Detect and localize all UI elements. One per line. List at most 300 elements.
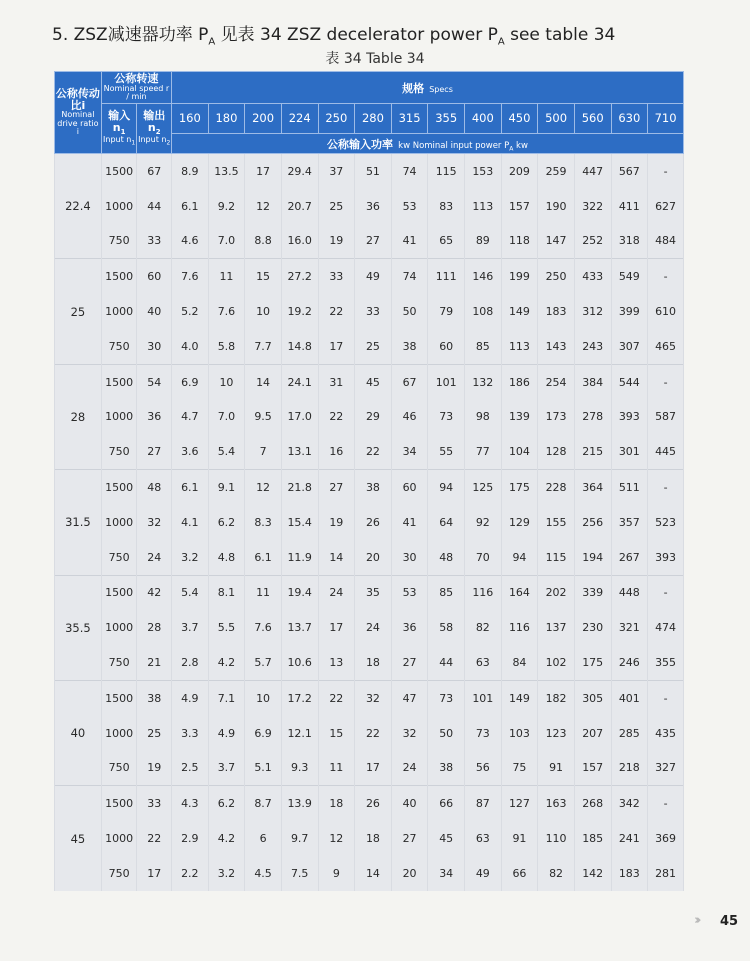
table-caption: 表 34 Table 34 [325,51,425,67]
input-speed-cell: 1500 [101,575,137,610]
spec-header-710: 710 [648,104,684,134]
power-cell: 164 [501,575,538,610]
power-cell: 94 [428,470,465,505]
power-cell: 50 [428,716,465,751]
input-speed-cell: 1000 [101,400,137,435]
input-speed-cell: 1000 [101,821,137,856]
power-cell: 5.5 [208,610,245,645]
power-cell: 22 [355,434,392,469]
power-cell: 448 [611,575,648,610]
power-cell: 433 [574,259,611,294]
power-cell: 7 [245,434,282,469]
output-speed-cell: 24 [137,540,172,575]
power-cell: 447 [574,154,611,189]
power-cell: 20 [391,856,428,891]
page-number: 45 [720,914,739,929]
power-cell: 22 [318,400,355,435]
power-cell: 185 [574,821,611,856]
power-cell: 12 [245,189,282,224]
power-cell: 41 [391,505,428,540]
power-cell: 118 [501,224,538,259]
power-cell: 47 [391,680,428,715]
table-row [55,786,684,821]
spec-header-160: 160 [172,104,209,134]
power-cell: 53 [391,575,428,610]
output-speed-cell: 28 [137,610,172,645]
spec-header-315: 315 [391,104,428,134]
power-cell: 149 [501,294,538,329]
input-speed-cell: 750 [101,224,137,259]
ratio-cell: 31.5 [55,470,102,575]
power-cell: 610 [648,294,684,329]
power-cell: 27 [355,224,392,259]
input-speed-cell: 750 [101,751,137,786]
power-cell: 173 [538,400,575,435]
table-row [55,364,684,399]
input-speed-cell: 750 [101,434,137,469]
power-cell: 24 [318,575,355,610]
power-cell: 22 [318,294,355,329]
power-cell: 17 [355,751,392,786]
power-cell: 25 [355,329,392,364]
power-cell: 4.5 [245,856,282,891]
table-row [55,540,684,575]
power-cell: 64 [428,505,465,540]
output-speed-cell: 48 [137,470,172,505]
power-cell: 357 [611,505,648,540]
power-cell: 127 [501,786,538,821]
power-cell: 27 [391,645,428,680]
power-cell: 66 [501,856,538,891]
power-cell: 73 [428,400,465,435]
power-cell: 85 [465,329,502,364]
output-speed-cell: 25 [137,716,172,751]
power-cell: 484 [648,224,684,259]
power-cell: 10.6 [281,645,318,680]
page-heading [52,20,615,47]
power-cell: 199 [501,259,538,294]
ratio-cell: 25 [55,259,102,364]
power-cell: 19.4 [281,575,318,610]
power-cell: 5.4 [208,434,245,469]
power-cell: 9.2 [208,189,245,224]
power-cell: 8.3 [245,505,282,540]
power-cell: 50 [391,294,428,329]
power-cell: 3.7 [172,610,209,645]
power-cell: 65 [428,224,465,259]
output-speed-cell: 44 [137,189,172,224]
power-cell: 6.1 [245,540,282,575]
table-row [55,680,684,715]
power-cell: 33 [318,259,355,294]
power-cell: 435 [648,716,684,751]
power-header-en: kw Nominal input power P [398,140,510,151]
power-cell: 393 [611,400,648,435]
power-cell: 183 [538,294,575,329]
power-cell: - [648,575,684,610]
power-cell: 20.7 [281,189,318,224]
power-cell: 44 [428,645,465,680]
power-cell: 17 [245,154,282,189]
power-cell: 26 [355,786,392,821]
power-cell: 6.2 [208,505,245,540]
power-cell: 9.3 [281,751,318,786]
power-cell: 15 [318,716,355,751]
power-cell: 92 [465,505,502,540]
output-speed-cell: 33 [137,224,172,259]
spec-header-200: 200 [245,104,282,134]
power-cell: 116 [501,610,538,645]
output-speed-cell: 32 [137,505,172,540]
power-cell: 30 [391,540,428,575]
heading-prefix: 5. ZSZ减速器功率 P [52,25,209,45]
table-row [55,821,684,856]
specs-header-en: Specs [429,85,453,95]
power-cell: 37 [318,154,355,189]
power-cell: 7.0 [208,224,245,259]
input-header-cn-sub: 1 [120,127,126,136]
power-cell: 27.2 [281,259,318,294]
power-cell: 175 [501,470,538,505]
input-header-en: Input n [103,135,132,145]
power-cell: 7.6 [208,294,245,329]
power-cell: 31 [318,364,355,399]
power-cell: 41 [391,224,428,259]
power-cell: 243 [574,329,611,364]
power-cell: 33 [355,294,392,329]
output-speed-cell: 21 [137,645,172,680]
power-cell: 48 [428,540,465,575]
power-cell: 15.4 [281,505,318,540]
power-cell: 321 [611,610,648,645]
output-header-en: Input n [138,135,167,145]
power-cell: 11.9 [281,540,318,575]
power-cell: 2.5 [172,751,209,786]
output-speed-cell: 42 [137,575,172,610]
power-cell: 101 [428,364,465,399]
power-cell: 3.2 [172,540,209,575]
input-speed-cell: 750 [101,540,137,575]
power-cell: 132 [465,364,502,399]
power-cell: 13.5 [208,154,245,189]
table-row [55,154,684,189]
power-cell: 627 [648,189,684,224]
output-speed-cell: 17 [137,856,172,891]
power-cell: 67 [391,364,428,399]
spec-header-355: 355 [428,104,465,134]
power-cell: 6 [245,821,282,856]
power-cell: - [648,680,684,715]
output-speed-cell: 38 [137,680,172,715]
power-cell: 29 [355,400,392,435]
power-cell: 8.7 [245,786,282,821]
power-cell: 11 [208,259,245,294]
power-cell: 17.0 [281,400,318,435]
power-cell: 149 [501,680,538,715]
power-cell: 8.1 [208,575,245,610]
power-cell: 103 [501,716,538,751]
power-cell: 5.8 [208,329,245,364]
power-cell: 108 [465,294,502,329]
power-cell: 202 [538,575,575,610]
output-speed-cell: 40 [137,294,172,329]
power-cell: 13.1 [281,434,318,469]
power-cell: 2.8 [172,645,209,680]
power-cell: 10 [245,294,282,329]
power-cell: 209 [501,154,538,189]
power-header-en-sub: A [509,145,514,153]
power-cell: 79 [428,294,465,329]
power-cell: 19 [318,224,355,259]
power-cell: 301 [611,434,648,469]
ratio-cell: 35.5 [55,575,102,680]
power-cell: 77 [465,434,502,469]
input-speed-cell: 1000 [101,716,137,751]
power-cell: 104 [501,434,538,469]
power-cell: 339 [574,575,611,610]
output-speed-cell: 54 [137,364,172,399]
power-cell: 6.2 [208,786,245,821]
power-cell: 401 [611,680,648,715]
power-cell: 318 [611,224,648,259]
spec-header-450: 450 [501,104,538,134]
power-cell: 355 [648,645,684,680]
speed-header-cn: 公称转速 [114,72,159,86]
power-cell: 384 [574,364,611,399]
power-cell: 56 [465,751,502,786]
power-cell: 91 [538,751,575,786]
power-cell: 190 [538,189,575,224]
power-cell: 91 [501,821,538,856]
input-speed-cell: 750 [101,329,137,364]
table-row [55,329,684,364]
power-cell: 82 [538,856,575,891]
power-cell: 113 [465,189,502,224]
power-cell: 113 [501,329,538,364]
power-cell: 27 [391,821,428,856]
power-cell: 18 [355,821,392,856]
power-cell: 14 [355,856,392,891]
power-cell: 45 [355,364,392,399]
output-speed-cell: 36 [137,400,172,435]
output-speed-cell: 19 [137,751,172,786]
table-row [55,400,684,435]
power-cell: 2.9 [172,821,209,856]
spec-header-400: 400 [465,104,502,134]
power-cell: 60 [428,329,465,364]
power-cell: 393 [648,540,684,575]
power-cell: 285 [611,716,648,751]
power-cell: 83 [428,189,465,224]
power-cell: 399 [611,294,648,329]
power-cell: 66 [428,786,465,821]
speed-header [101,72,171,104]
power-cell: 137 [538,610,575,645]
ratio-cell: 22.4 [55,154,102,259]
specs-header [172,72,684,104]
power-cell: 125 [465,470,502,505]
power-cell: 12 [318,821,355,856]
power-cell: 305 [574,680,611,715]
power-cell: 4.9 [172,680,209,715]
power-cell: 544 [611,364,648,399]
power-cell: 25 [318,189,355,224]
table-row [55,259,684,294]
power-cell: 7.0 [208,400,245,435]
input-speed-cell: 1500 [101,680,137,715]
power-cell: 51 [355,154,392,189]
power-cell: 369 [648,821,684,856]
power-cell: 5.7 [245,645,282,680]
output-speed-cell: 67 [137,154,172,189]
page-arrows-icon: ››› [694,913,698,928]
table-row [55,856,684,891]
power-cell: 278 [574,400,611,435]
output-header-cn: 输出n [143,109,166,134]
input-speed-cell: 1000 [101,294,137,329]
power-header [172,134,684,154]
heading-mid: 见表 34 ZSZ decelerator power P [215,25,498,45]
power-cell: 111 [428,259,465,294]
power-cell: 4.2 [208,821,245,856]
table-row [55,645,684,680]
power-cell: 74 [391,154,428,189]
power-cell: 207 [574,716,611,751]
power-cell: - [648,154,684,189]
power-header-cn: 公称输入功率 [327,137,394,151]
power-cell: 259 [538,154,575,189]
input-speed-cell: 1500 [101,470,137,505]
power-cell: 63 [465,645,502,680]
spec-header-500: 500 [538,104,575,134]
power-header-unit: kw [513,140,528,151]
power-cell: 3.2 [208,856,245,891]
power-cell: 49 [355,259,392,294]
power-cell: 567 [611,154,648,189]
power-cell: 4.8 [208,540,245,575]
power-cell: 14 [245,364,282,399]
power-cell: 312 [574,294,611,329]
table-row [55,434,684,469]
power-cell: 157 [574,751,611,786]
power-cell: 115 [538,540,575,575]
input-speed-cell: 1500 [101,154,137,189]
power-cell: 70 [465,540,502,575]
ratio-header-en: Nominal drive ratio i [57,110,99,137]
specs-header-cn: 规格 [402,82,425,96]
power-cell: 218 [611,751,648,786]
spec-header-630: 630 [611,104,648,134]
power-cell: 194 [574,540,611,575]
power-cell: 250 [538,259,575,294]
power-cell: 19.2 [281,294,318,329]
power-cell: 252 [574,224,611,259]
power-cell: 186 [501,364,538,399]
power-cell: 268 [574,786,611,821]
power-cell: 24.1 [281,364,318,399]
power-cell: 147 [538,224,575,259]
power-cell: 322 [574,189,611,224]
ratio-cell: 28 [55,364,102,469]
power-cell: 73 [465,716,502,751]
power-cell: 123 [538,716,575,751]
power-cell: 3.3 [172,716,209,751]
input-speed-cell: 750 [101,645,137,680]
power-cell: 19 [318,505,355,540]
power-cell: 13 [318,645,355,680]
power-cell: 523 [648,505,684,540]
power-cell: 7.5 [281,856,318,891]
output-speed-cell: 60 [137,259,172,294]
power-cell: 101 [465,680,502,715]
power-cell: 94 [501,540,538,575]
output-speed-cell: 33 [137,786,172,821]
input-speed-cell: 1000 [101,610,137,645]
power-cell: 9.5 [245,400,282,435]
power-cell: 4.3 [172,786,209,821]
power-cell: - [648,259,684,294]
power-cell: 8.8 [245,224,282,259]
power-cell: 84 [501,645,538,680]
power-cell: 157 [501,189,538,224]
power-cell: 155 [538,505,575,540]
power-cell: 87 [465,786,502,821]
power-cell: 4.1 [172,505,209,540]
power-cell: 228 [538,470,575,505]
speed-header-en: Nominal speed r / min [103,83,170,102]
ratio-header [55,72,102,154]
table-row [55,716,684,751]
power-cell: 55 [428,434,465,469]
power-cell: 32 [391,716,428,751]
power-cell: 26 [355,505,392,540]
power-cell: 411 [611,189,648,224]
heading-sub-a: A [208,36,216,48]
power-cell: 38 [355,470,392,505]
ratio-header-cn: 公称传动比i [55,87,100,112]
power-cell: 142 [574,856,611,891]
power-cell: 16.0 [281,224,318,259]
power-cell: 183 [611,856,648,891]
power-cell: 215 [574,434,611,469]
spec-header-280: 280 [355,104,392,134]
power-cell: 14.8 [281,329,318,364]
table-row [55,470,684,505]
power-cell: 36 [355,189,392,224]
power-cell: 17 [318,610,355,645]
power-cell: 5.2 [172,294,209,329]
power-cell: 241 [611,821,648,856]
power-cell: 445 [648,434,684,469]
table-row [55,751,684,786]
power-cell: 139 [501,400,538,435]
power-cell: 13.7 [281,610,318,645]
power-cell: 146 [465,259,502,294]
power-cell: 128 [538,434,575,469]
power-cell: 73 [428,680,465,715]
power-cell: 511 [611,470,648,505]
power-cell: 5.1 [245,751,282,786]
power-cell: 85 [428,575,465,610]
power-cell: 246 [611,645,648,680]
power-cell: 10 [245,680,282,715]
table-row [55,294,684,329]
power-cell: 49 [465,856,502,891]
output-header-cn-sub: 2 [155,127,161,136]
power-cell: 24 [355,610,392,645]
power-cell: 7.6 [245,610,282,645]
power-cell: 6.9 [172,364,209,399]
